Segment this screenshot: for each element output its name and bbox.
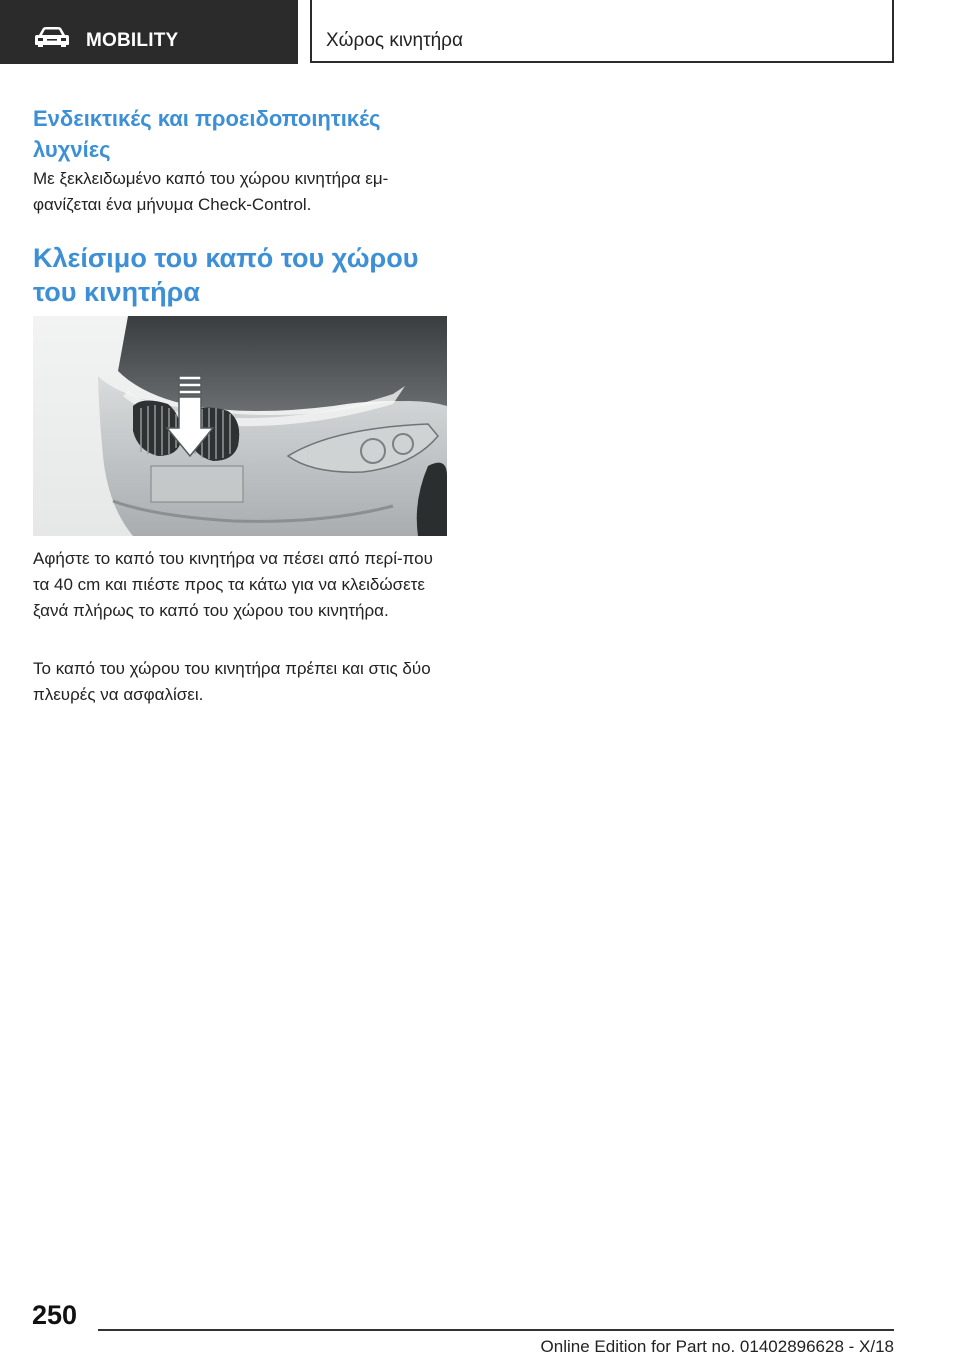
warning-lights-text: Με ξεκλειδωμένο καπό του χώρου κινητήρα εμ-φανίζεται ένα μήνυμα Check-Control.: [33, 169, 389, 214]
section-header: [0, 0, 298, 64]
section-label: MOBILITY: [86, 30, 179, 51]
closing-instruction-paragraph: Αφήστε το καπό του κινητήρα να πέσει από περί-που τα 40 cm και πιέστε προς τα κάτω για να κλειδώσετε ξανά πλήρως το καπό του χώρου του κινητήρα.: [33, 549, 433, 620]
closing-note-paragraph: Το καπό του χώρου του κινητήρα πρέπει και στις δύο πλευρές να ασφαλίσει.: [33, 659, 431, 704]
warning-lights-heading: Ενδεικτικές και προειδοποιητικές λυχνίες: [33, 106, 381, 162]
car-hood-closing-illustration: [33, 316, 447, 536]
footer-divider: [98, 1329, 894, 1331]
car-icon: [34, 26, 70, 48]
page-number: 250: [32, 1300, 78, 1330]
chapter-header: [310, 0, 894, 63]
edition-footer: Online Edition for Part no. 01402896628 - X/18: [540, 1337, 894, 1356]
closing-hood-heading: Κλείσιμο του καπό του χώρου του κινητήρα: [33, 243, 419, 307]
chapter-title: Χώρος κινητήρα: [326, 30, 463, 51]
